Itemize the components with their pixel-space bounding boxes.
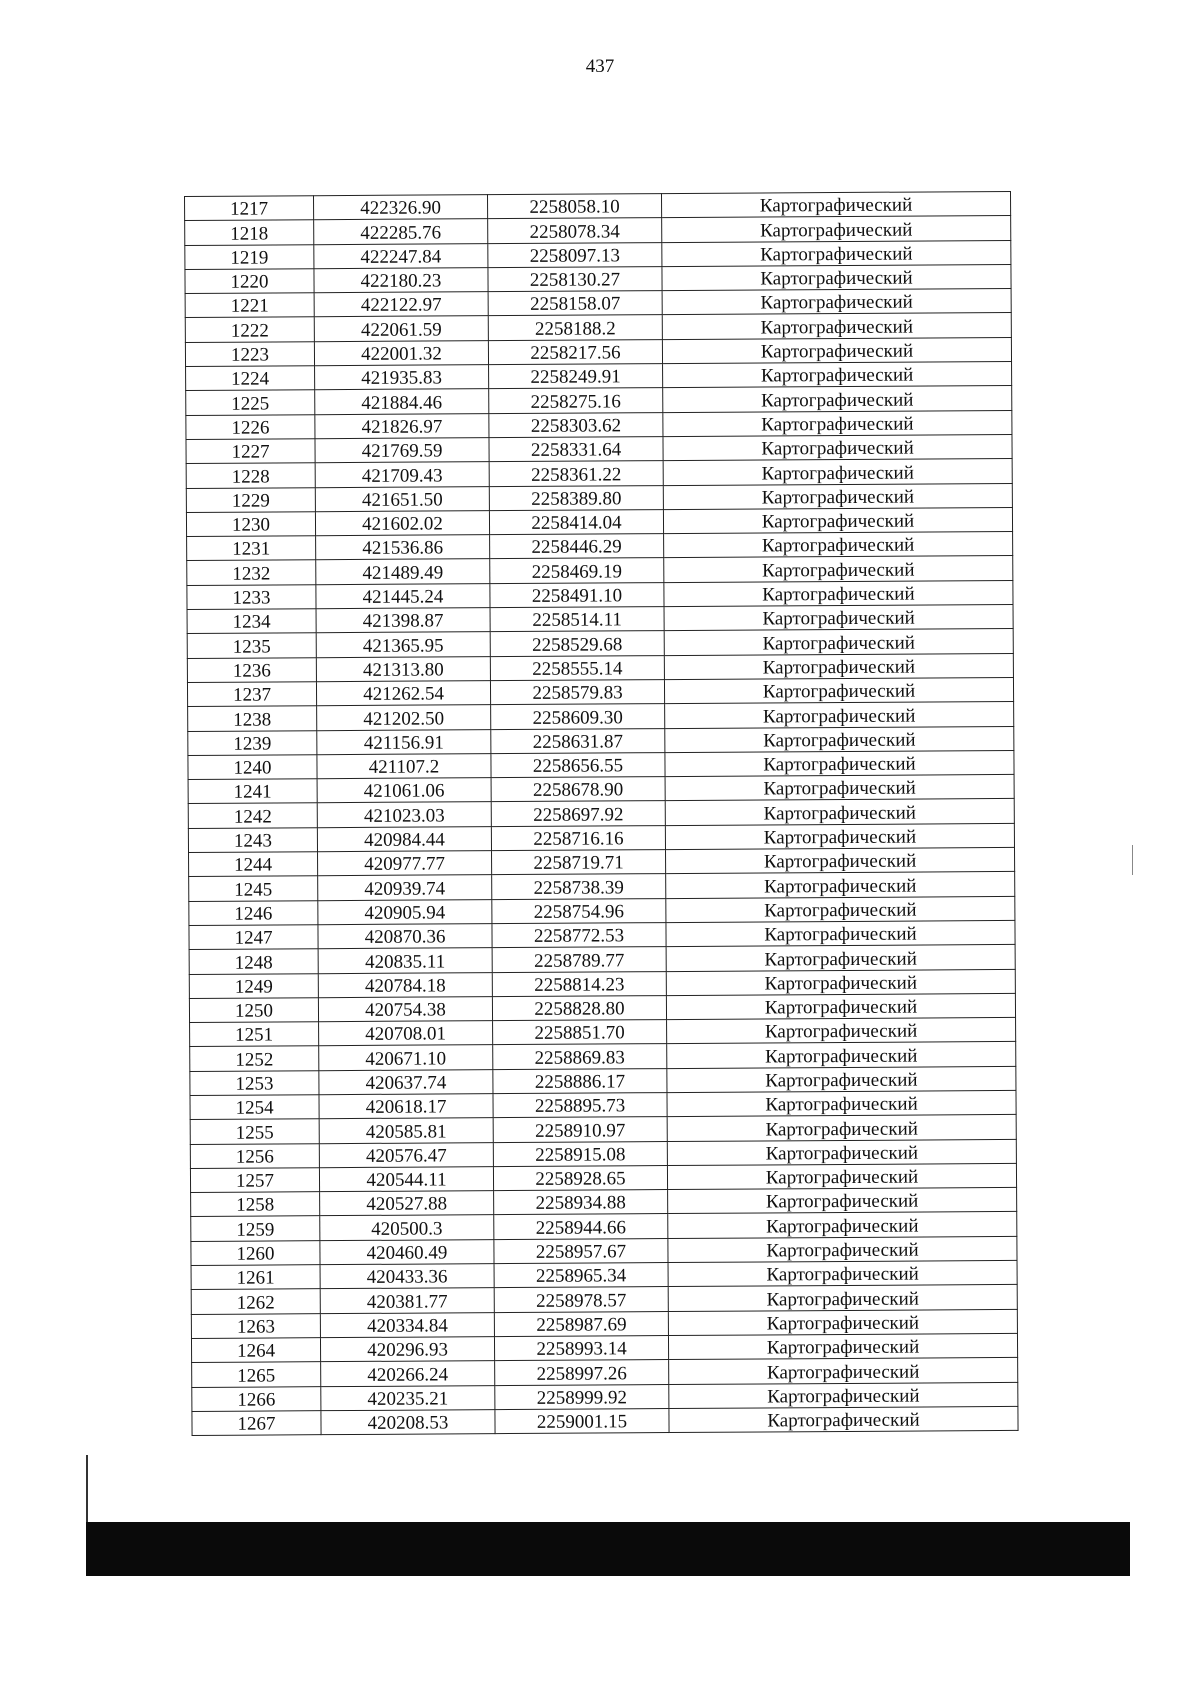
x-coordinate-cell: 420754.38 <box>318 996 492 1021</box>
x-coordinate-cell: 420544.11 <box>319 1167 493 1192</box>
point-number-cell: 1246 <box>189 900 318 925</box>
point-number-cell: 1265 <box>192 1362 321 1387</box>
y-coordinate-cell: 2258249.91 <box>489 364 663 389</box>
point-number-cell: 1239 <box>188 730 317 755</box>
point-number-cell: 1238 <box>188 706 317 731</box>
x-coordinate-cell: 421935.83 <box>315 365 489 390</box>
point-number-cell: 1253 <box>190 1070 319 1095</box>
method-cell: Картографический <box>664 580 1013 606</box>
x-coordinate-cell: 421107.2 <box>317 753 491 778</box>
y-coordinate-cell: 2258999.92 <box>495 1384 669 1409</box>
y-coordinate-cell: 2259001.15 <box>495 1408 669 1433</box>
x-coordinate-cell: 420208.53 <box>321 1409 495 1434</box>
point-number-cell: 1250 <box>189 997 318 1022</box>
method-cell: Картографический <box>662 289 1011 315</box>
x-coordinate-cell: 421061.06 <box>317 778 491 803</box>
y-coordinate-cell: 2258514.11 <box>490 607 664 632</box>
x-coordinate-cell: 421445.24 <box>316 583 490 608</box>
y-coordinate-cell: 2258828.80 <box>492 995 666 1020</box>
point-number-cell: 1263 <box>191 1313 320 1338</box>
point-number-cell: 1223 <box>185 341 314 366</box>
x-coordinate-cell: 421313.80 <box>316 656 490 681</box>
point-number-cell: 1255 <box>190 1119 319 1144</box>
x-coordinate-cell: 420576.47 <box>319 1142 493 1167</box>
coordinates-table-body <box>185 191 1019 1435</box>
y-coordinate-cell: 2258910.97 <box>493 1117 667 1142</box>
y-coordinate-cell: 2258915.08 <box>493 1141 667 1166</box>
method-cell: Картографический <box>664 532 1013 558</box>
y-coordinate-cell: 2258978.57 <box>494 1287 668 1312</box>
y-coordinate-cell: 2258188.2 <box>488 315 662 340</box>
y-coordinate-cell: 2258158.07 <box>488 291 662 316</box>
point-number-cell: 1266 <box>192 1386 321 1411</box>
point-number-cell: 1242 <box>188 803 317 828</box>
method-cell: Картографический <box>662 240 1011 266</box>
y-coordinate-cell: 2258217.56 <box>488 339 662 364</box>
method-cell: Картографический <box>663 386 1012 412</box>
point-number-cell: 1257 <box>190 1168 319 1193</box>
y-coordinate-cell: 2258738.39 <box>492 874 666 899</box>
x-coordinate-cell: 420708.01 <box>319 1021 493 1046</box>
point-number-cell: 1220 <box>185 269 314 294</box>
y-coordinate-cell: 2258678.90 <box>491 777 665 802</box>
point-number-cell: 1252 <box>190 1046 319 1071</box>
method-cell: Картографический <box>662 264 1011 290</box>
x-coordinate-cell: 421365.95 <box>316 632 490 657</box>
y-coordinate-cell: 2258869.83 <box>493 1044 667 1069</box>
point-number-cell: 1230 <box>186 512 315 537</box>
y-coordinate-cell: 2258754.96 <box>492 898 666 923</box>
x-coordinate-cell: 421536.86 <box>316 535 490 560</box>
x-coordinate-cell: 420266.24 <box>321 1361 495 1386</box>
point-number-cell: 1227 <box>186 439 315 464</box>
y-coordinate-cell: 2258303.62 <box>489 412 663 437</box>
x-coordinate-cell: 421602.02 <box>315 510 489 535</box>
method-cell: Картографический <box>665 775 1014 801</box>
y-coordinate-cell: 2258928.65 <box>493 1165 667 1190</box>
method-cell: Картографический <box>668 1333 1017 1359</box>
point-number-cell: 1254 <box>190 1095 319 1120</box>
method-cell: Картографический <box>662 337 1011 363</box>
x-coordinate-cell: 421769.59 <box>315 438 489 463</box>
point-number-cell: 1232 <box>187 560 316 585</box>
point-number-cell: 1219 <box>185 244 314 269</box>
y-coordinate-cell: 2258886.17 <box>493 1068 667 1093</box>
point-number-cell: 1224 <box>186 366 315 391</box>
point-number-cell: 1248 <box>189 949 318 974</box>
method-cell: Картографический <box>666 896 1015 922</box>
point-number-cell: 1222 <box>185 317 314 342</box>
method-cell: Картографический <box>663 507 1012 533</box>
point-number-cell: 1245 <box>189 876 318 901</box>
point-number-cell: 1226 <box>186 414 315 439</box>
y-coordinate-cell: 2258631.87 <box>491 728 665 753</box>
x-coordinate-cell: 420433.36 <box>320 1264 494 1289</box>
method-cell: Картографический <box>668 1309 1017 1335</box>
y-coordinate-cell: 2258331.64 <box>489 437 663 462</box>
method-cell: Картографический <box>666 920 1015 946</box>
method-cell: Картографический <box>665 799 1014 825</box>
x-coordinate-cell: 421398.87 <box>316 608 490 633</box>
point-number-cell: 1228 <box>186 463 315 488</box>
x-coordinate-cell: 421023.03 <box>317 802 491 827</box>
point-number-cell: 1225 <box>186 390 315 415</box>
y-coordinate-cell: 2258814.23 <box>492 971 666 996</box>
method-cell: Картографический <box>668 1285 1017 1311</box>
method-cell: Картографический <box>663 434 1012 460</box>
x-coordinate-cell: 420500.3 <box>320 1215 494 1240</box>
point-number-cell: 1234 <box>187 609 316 634</box>
method-cell: Картографический <box>667 1139 1016 1165</box>
y-coordinate-cell: 2258058.10 <box>487 194 661 219</box>
table-row <box>192 1406 1018 1435</box>
x-coordinate-cell: 422326.90 <box>314 195 488 220</box>
method-cell: Картографический <box>665 823 1014 849</box>
method-cell: Картографический <box>666 993 1015 1019</box>
point-number-cell: 1236 <box>187 657 316 682</box>
x-coordinate-cell: 420984.44 <box>317 826 491 851</box>
y-coordinate-cell: 2258719.71 <box>492 850 666 875</box>
x-coordinate-cell: 420637.74 <box>319 1069 493 1094</box>
point-number-cell: 1235 <box>187 633 316 658</box>
x-coordinate-cell: 421709.43 <box>315 462 489 487</box>
point-number-cell: 1259 <box>191 1216 320 1241</box>
y-coordinate-cell: 2258997.26 <box>495 1360 669 1385</box>
scan-black-bar <box>86 1522 1130 1576</box>
point-number-cell: 1261 <box>191 1265 320 1290</box>
page-number: 437 <box>585 56 615 77</box>
method-cell: Картографический <box>668 1188 1017 1214</box>
x-coordinate-cell: 421262.54 <box>316 681 490 706</box>
y-coordinate-cell: 2258609.30 <box>491 704 665 729</box>
y-coordinate-cell: 2258772.53 <box>492 922 666 947</box>
point-number-cell: 1264 <box>191 1338 320 1363</box>
point-number-cell: 1256 <box>190 1143 319 1168</box>
x-coordinate-cell: 420939.74 <box>318 875 492 900</box>
method-cell: Картографический <box>666 847 1015 873</box>
y-coordinate-cell: 2258361.22 <box>489 461 663 486</box>
point-number-cell: 1237 <box>187 682 316 707</box>
point-number-cell: 1258 <box>191 1192 320 1217</box>
method-cell: Картографический <box>664 629 1013 655</box>
method-cell: Картографический <box>667 1042 1016 1068</box>
x-coordinate-cell: 420618.17 <box>319 1094 493 1119</box>
x-coordinate-cell: 422001.32 <box>314 340 488 365</box>
point-number-cell: 1251 <box>190 1022 319 1047</box>
x-coordinate-cell: 420296.93 <box>320 1337 494 1362</box>
point-number-cell: 1247 <box>189 925 318 950</box>
x-coordinate-cell: 421884.46 <box>315 389 489 414</box>
method-cell: Картографический <box>666 872 1015 898</box>
point-number-cell: 1262 <box>191 1289 320 1314</box>
point-number-cell: 1240 <box>188 755 317 780</box>
method-cell: Картографический <box>665 702 1014 728</box>
y-coordinate-cell: 2258987.69 <box>494 1311 668 1336</box>
point-number-cell: 1217 <box>185 196 314 221</box>
x-coordinate-cell: 420334.84 <box>320 1312 494 1337</box>
x-coordinate-cell: 421489.49 <box>316 559 490 584</box>
point-number-cell: 1244 <box>189 852 318 877</box>
point-number-cell: 1231 <box>187 536 316 561</box>
method-cell: Картографический <box>666 969 1015 995</box>
method-cell: Картографический <box>663 410 1012 436</box>
x-coordinate-cell: 420527.88 <box>320 1191 494 1216</box>
x-coordinate-cell: 420235.21 <box>321 1385 495 1410</box>
point-number-cell: 1267 <box>192 1411 321 1436</box>
x-coordinate-cell: 422122.97 <box>314 292 488 317</box>
y-coordinate-cell: 2258529.68 <box>490 631 664 656</box>
x-coordinate-cell: 420460.49 <box>320 1239 494 1264</box>
method-cell: Картографический <box>667 1066 1016 1092</box>
method-cell: Картографический <box>664 653 1013 679</box>
method-cell: Картографический <box>667 1163 1016 1189</box>
y-coordinate-cell: 2258130.27 <box>488 266 662 291</box>
x-coordinate-cell: 420585.81 <box>319 1118 493 1143</box>
x-coordinate-cell: 421156.91 <box>317 729 491 754</box>
point-number-cell: 1260 <box>191 1240 320 1265</box>
method-cell: Картографический <box>668 1236 1017 1262</box>
y-coordinate-cell: 2258078.34 <box>488 218 662 243</box>
y-coordinate-cell: 2258895.73 <box>493 1093 667 1118</box>
scan-artifact-mark <box>1132 845 1133 875</box>
y-coordinate-cell: 2258944.66 <box>494 1214 668 1239</box>
point-number-cell: 1249 <box>189 973 318 998</box>
x-coordinate-cell: 420381.77 <box>320 1288 494 1313</box>
y-coordinate-cell: 2258389.80 <box>489 485 663 510</box>
method-cell: Картографический <box>665 750 1014 776</box>
x-coordinate-cell: 421202.50 <box>317 705 491 730</box>
y-coordinate-cell: 2258414.04 <box>489 509 663 534</box>
method-cell: Картографический <box>664 604 1013 630</box>
x-coordinate-cell: 422247.84 <box>314 243 488 268</box>
x-coordinate-cell: 421651.50 <box>315 486 489 511</box>
x-coordinate-cell: 420671.10 <box>319 1045 493 1070</box>
method-cell: Картографический <box>669 1382 1018 1408</box>
y-coordinate-cell: 2258097.13 <box>488 242 662 267</box>
method-cell: Картографический <box>663 362 1012 388</box>
y-coordinate-cell: 2258656.55 <box>491 752 665 777</box>
x-coordinate-cell: 421826.97 <box>315 413 489 438</box>
y-coordinate-cell: 2258446.29 <box>490 534 664 559</box>
method-cell: Картографический <box>668 1260 1017 1286</box>
method-cell: Картографический <box>668 1212 1017 1238</box>
y-coordinate-cell: 2258579.83 <box>490 680 664 705</box>
method-cell: Картографический <box>669 1406 1018 1432</box>
y-coordinate-cell: 2258697.92 <box>491 801 665 826</box>
y-coordinate-cell: 2258965.34 <box>494 1263 668 1288</box>
y-coordinate-cell: 2258491.10 <box>490 582 664 607</box>
x-coordinate-cell: 420784.18 <box>318 972 492 997</box>
y-coordinate-cell: 2258716.16 <box>491 825 665 850</box>
x-coordinate-cell: 420870.36 <box>318 924 492 949</box>
x-coordinate-cell: 420835.11 <box>318 948 492 973</box>
point-number-cell: 1221 <box>185 293 314 318</box>
method-cell: Картографический <box>665 726 1014 752</box>
method-cell: Картографический <box>662 216 1011 242</box>
x-coordinate-cell: 422061.59 <box>314 316 488 341</box>
method-cell: Картографический <box>662 313 1011 339</box>
point-number-cell: 1243 <box>188 827 317 852</box>
point-number-cell: 1233 <box>187 584 316 609</box>
y-coordinate-cell: 2258957.67 <box>494 1238 668 1263</box>
method-cell: Картографический <box>667 1115 1016 1141</box>
method-cell: Картографический <box>664 677 1013 703</box>
x-coordinate-cell: 420905.94 <box>318 899 492 924</box>
x-coordinate-cell: 420977.77 <box>318 851 492 876</box>
coordinates-table <box>184 191 1019 1436</box>
method-cell: Картографический <box>666 945 1015 971</box>
scan-edge-line <box>86 1455 88 1525</box>
y-coordinate-cell: 2258275.16 <box>489 388 663 413</box>
point-number-cell: 1229 <box>186 487 315 512</box>
x-coordinate-cell: 422285.76 <box>314 219 488 244</box>
y-coordinate-cell: 2258789.77 <box>492 947 666 972</box>
y-coordinate-cell: 2258851.70 <box>493 1020 667 1045</box>
point-number-cell: 1218 <box>185 220 314 245</box>
method-cell: Картографический <box>667 1018 1016 1044</box>
y-coordinate-cell: 2258993.14 <box>494 1336 668 1361</box>
y-coordinate-cell: 2258555.14 <box>490 655 664 680</box>
method-cell: Картографический <box>663 459 1012 485</box>
y-coordinate-cell: 2258934.88 <box>494 1190 668 1215</box>
method-cell: Картографический <box>663 483 1012 509</box>
method-cell: Картографический <box>664 556 1013 582</box>
point-number-cell: 1241 <box>188 779 317 804</box>
x-coordinate-cell: 422180.23 <box>314 268 488 293</box>
method-cell: Картографический <box>661 191 1010 217</box>
y-coordinate-cell: 2258469.19 <box>490 558 664 583</box>
method-cell: Картографический <box>669 1358 1018 1384</box>
method-cell: Картографический <box>667 1090 1016 1116</box>
